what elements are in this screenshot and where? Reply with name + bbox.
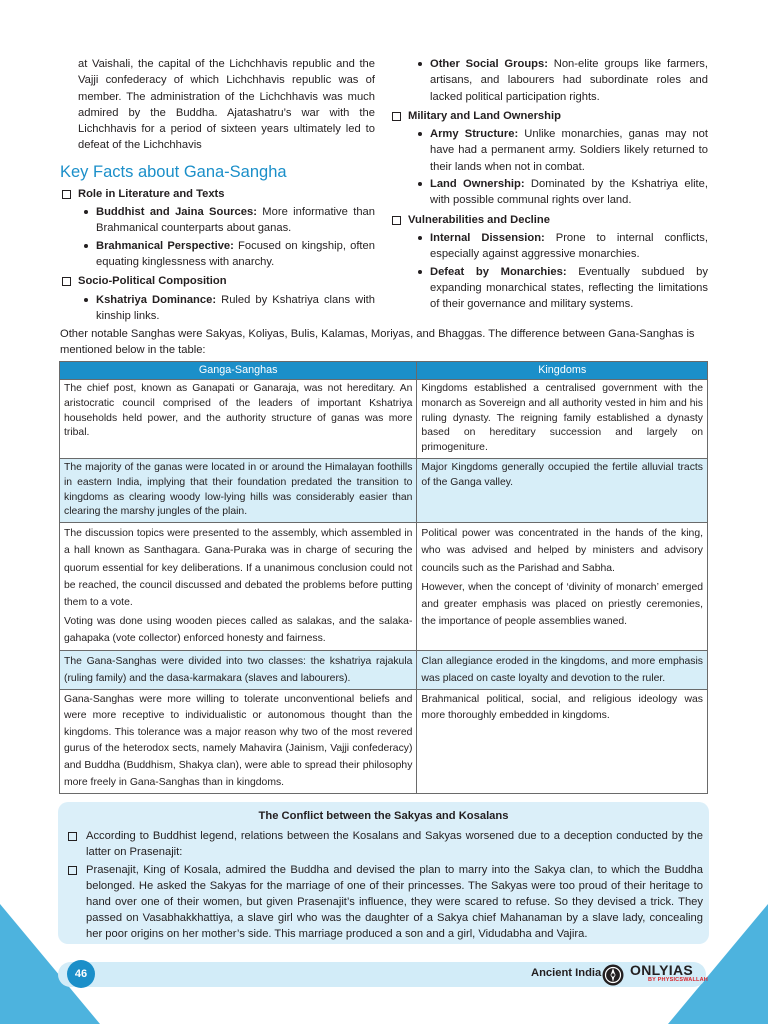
section-heading: Vulnerabilities and Decline xyxy=(390,212,708,228)
page-number: 46 xyxy=(67,960,95,988)
list-item: Brahmanical Perspective: Focused on kingship, often equating kinglessness with anarchy. xyxy=(60,238,375,271)
list-item: Land Ownership: Dominated by the Kshatriya elite, with possible communal rights over land. xyxy=(390,176,708,209)
list-item: Kshatriya Dominance: Ruled by Kshatriya clans with kinship links. xyxy=(60,292,375,325)
table-row xyxy=(60,523,708,650)
box-title: The Conflict between the Sakyas and Kosalans xyxy=(258,810,509,822)
bullet-icon xyxy=(418,236,422,240)
list-item: Army Structure: Unlike monarchies, ganas may not have had a permanent army. Soldiers likely returned to their lands when not in combat. xyxy=(390,126,708,175)
bullet-icon xyxy=(84,298,88,302)
table-cell: Clan allegiance eroded in the kingdoms, and more emphasis was placed on caste loyalty and devotion to the ruler. xyxy=(417,650,708,689)
table-row xyxy=(60,380,708,459)
table-header-row xyxy=(60,362,708,380)
table-cell: Gana-Sanghas were more willing to tolerate unconventional beliefs and were more receptive to individualistic or autonomous thought than the kingdoms. This tolerance was a major reason why two of the most revered gurus of the heterodox sects, namely Mahavira (Jainism, Vajji confederacy) and Buddha (Buddhism, Shakya clan), were able to spread their philosophy more freely in Gana-Sanghas than in kingdoms. xyxy=(60,689,417,794)
key-facts-heading: Key Facts about Gana-Sangha xyxy=(60,162,287,181)
checkbox-square-icon xyxy=(68,832,77,841)
bullet-icon xyxy=(418,132,422,136)
emblem-logo-icon xyxy=(602,964,624,986)
right-column xyxy=(390,56,708,315)
table-row xyxy=(60,650,708,689)
checkbox-square-icon xyxy=(392,216,401,225)
list-item: Internal Dissension: Prone to internal conflicts, especially against aggressive monarchies. xyxy=(390,230,708,263)
bullet-list xyxy=(60,204,375,270)
column-header: Kingdoms xyxy=(417,362,708,380)
list-item: Other Social Groups: Non-elite groups like farmers, artisans, and labourers had subordinate roles and lacked political participation rights. xyxy=(390,56,708,105)
list-item: According to Buddhist legend, relations between the Kosalans and Sakyas worsened due to a deception conducted by the latter on Prasenajit: xyxy=(66,828,703,860)
footer-title: Ancient India xyxy=(531,967,602,979)
section-heading: Socio-Political Composition xyxy=(60,273,375,289)
table-row xyxy=(60,689,708,794)
table-cell: Political power was concentrated in the hands of the king, who was advised and helped by ministers and advisory councils such as the Parishad and Sabha. However, when the concept of ‘divinity of monarch’ emerged and greater emphasis was placed on priestly ceremonies, the importance of people assemblies waned. xyxy=(417,523,708,650)
bullet-list xyxy=(390,126,708,208)
table-cell: Brahmanical political, social, and religious ideology was more thoroughly embedded in kingdoms. xyxy=(417,689,708,794)
bullet-list xyxy=(390,230,708,312)
checkbox-square-icon xyxy=(62,190,71,199)
section-heading: Role in Literature and Texts xyxy=(60,186,375,202)
brand-logo-subtitle: BY PHYSICSWALLAH xyxy=(648,977,708,983)
table-cell: The discussion topics were presented to the assembly, which assembled in a hall known as Santhagara. Gana-Puraka was in charge of securing the quorum essential for key deliberations. If a unanimous conclusion could not be reached, the council discussed and debated the problems before putting them to a vote. Voting was done using wooden pieces called as salakas, and the salaka-gahapaka (vote collector) enforced honesty and fairness. xyxy=(60,523,417,650)
bullet-icon xyxy=(418,270,422,274)
checkbox-square-icon xyxy=(392,112,401,121)
table-cell: The chief post, known as Ganapati or Ganaraja, was not hereditary. An aristocratic council comprised of the leaders of important Kshatriya households held power, and the authority structure of ganas was more tribal. xyxy=(60,380,417,459)
table-cell: Kingdoms established a centralised government with the monarch as Sovereign and all authority vested in him and his ruling dynasty. The reigning family established a dynasty based on hereditary succession and largely on primogeniture. xyxy=(417,380,708,459)
bullet-list xyxy=(60,292,375,325)
column-header: Ganga-Sanghas xyxy=(60,362,417,380)
comparison-table xyxy=(59,361,708,794)
table-cell: The majority of the ganas were located in or around the Himalayan foothills in eastern India, implying that their foundation predated the transition to kingdoms as clearing woody low-lying hills was considerably easier than clearing the marshy jungles of the plain. xyxy=(60,458,417,522)
intro-paragraph: at Vaishali, the capital of the Lichchhavis republic and the Vajji confederacy of which Lichchhavis republic was of member. The administration of the Lichchhavis was much admired by the Buddha. Ajatashatru’s war with the Lichchhavis for a period of sixteen years ultimately led to defeat of the Lichchhavis xyxy=(78,58,375,152)
brand-logo-text: ONLYIAS xyxy=(630,962,694,978)
checkbox-square-icon xyxy=(68,866,77,875)
box-list xyxy=(58,828,709,942)
table-row xyxy=(60,458,708,522)
list-item: Buddhist and Jaina Sources: More informative than Brahmanical counterparts about ganas. xyxy=(60,204,375,237)
bullet-icon xyxy=(84,244,88,248)
list-item: Defeat by Monarchies: Eventually subdued by expanding monarchical states, reflecting the limitations of their governance and military systems. xyxy=(390,264,708,313)
table-cell: Major Kingdoms generally occupied the fertile alluvial tracts of the Ganga valley. xyxy=(417,458,708,522)
checkbox-square-icon xyxy=(62,277,71,286)
table-cell: The Gana-Sanghas were divided into two classes: the kshatriya rajakula (ruling family) and the dasa-karmakara (slaves and labourers). xyxy=(60,650,417,689)
table-intro-note: Other notable Sanghas were Sakyas, Koliyas, Bulis, Kalamas, Moriyas, and Bhaggas. The difference between Gana-Sanghas is mentioned below in the table: xyxy=(60,328,695,356)
conflict-info-box xyxy=(58,802,709,944)
bullet-icon xyxy=(84,210,88,214)
left-column xyxy=(60,56,375,327)
bullet-icon xyxy=(418,182,422,186)
section-heading: Military and Land Ownership xyxy=(390,108,708,124)
bullet-list xyxy=(390,56,708,105)
list-item: Prasenajit, King of Kosala, admired the Buddha and devised the plan to marry into the Sakya clan, to which the Buddha belonged. He asked the Sakyas for the marriage of one of their princesses. The Sakyas were too proud of their heritage to hand over one of their women, but given Prasenajit’s influence, they were scared to refuse. So they devised a trick. They passed on Vasabhakkhattiya, a slave girl who was the daughter of a Sakya chief Mahanaman by a slave lady, concealing her poor origins on her mother’s side. This marriage produced a son and a girl, Vidudabha and Vajira. xyxy=(66,862,703,943)
bullet-icon xyxy=(418,62,422,66)
